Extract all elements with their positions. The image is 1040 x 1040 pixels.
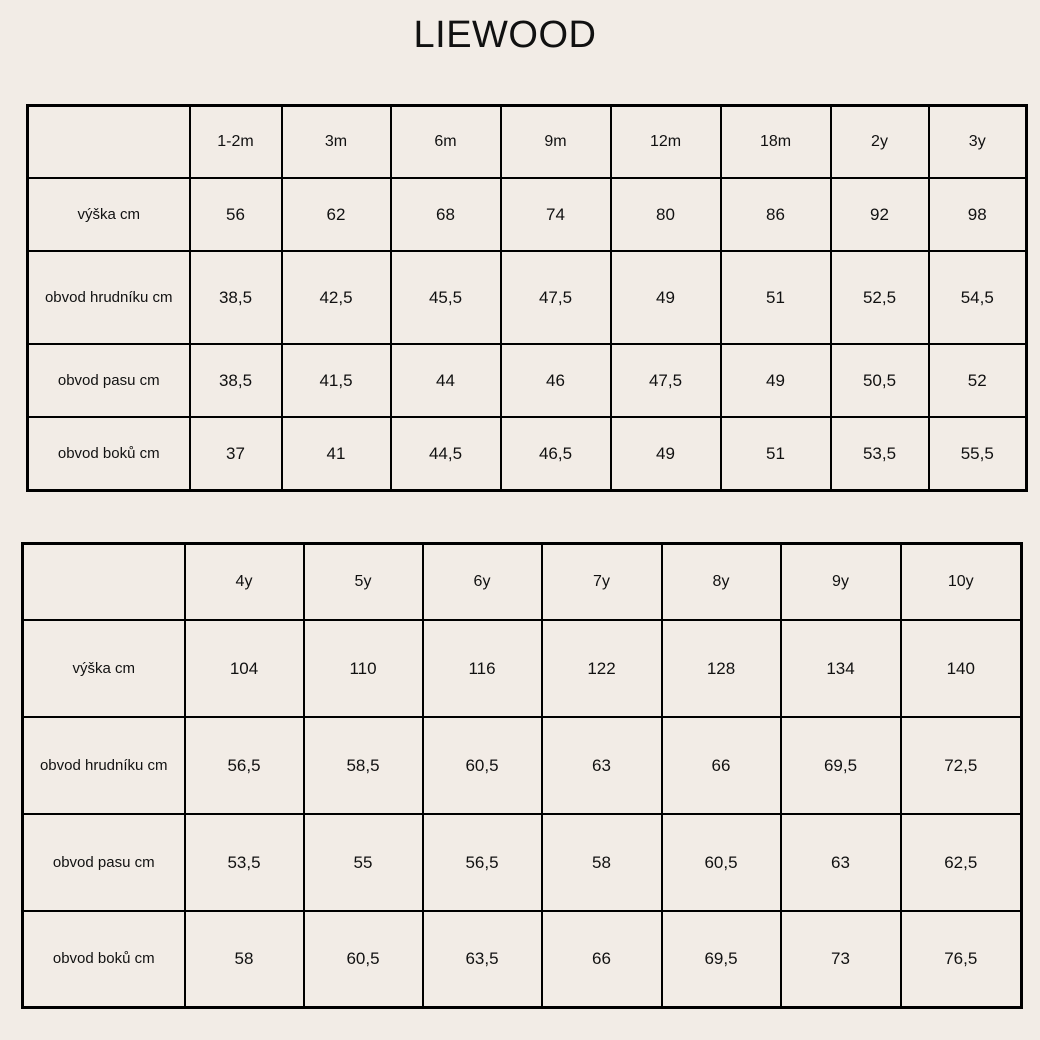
header-cell-size: 4y xyxy=(185,544,304,620)
header-cell-size: 6m xyxy=(391,106,501,178)
table-cell: 92 xyxy=(831,178,929,251)
table-cell: 116 xyxy=(423,620,542,717)
header-cell-empty xyxy=(28,106,190,178)
table-cell: 49 xyxy=(611,417,721,491)
header-cell-size: 18m xyxy=(721,106,831,178)
table-row-hips xyxy=(23,911,1022,1008)
table-cell: 62,5 xyxy=(901,814,1022,911)
header-cell-empty xyxy=(23,544,185,620)
table-cell: 60,5 xyxy=(304,911,423,1008)
header-cell-size: 1-2m xyxy=(190,106,282,178)
table-cell: 51 xyxy=(721,251,831,344)
header-cell-size: 9m xyxy=(501,106,611,178)
table-header-row xyxy=(28,106,1027,178)
header-cell-size: 3y xyxy=(929,106,1027,178)
row-label: obvod boků cm xyxy=(28,417,190,491)
table-cell: 55,5 xyxy=(929,417,1027,491)
table-cell: 55 xyxy=(304,814,423,911)
table-cell: 60,5 xyxy=(662,814,781,911)
header-cell-size: 12m xyxy=(611,106,721,178)
table-cell: 104 xyxy=(185,620,304,717)
table-cell: 80 xyxy=(611,178,721,251)
table-cell: 76,5 xyxy=(901,911,1022,1008)
table-cell: 63,5 xyxy=(423,911,542,1008)
table-row-chest xyxy=(23,717,1022,814)
table-cell: 42,5 xyxy=(282,251,391,344)
table-cell: 140 xyxy=(901,620,1022,717)
table-cell: 46,5 xyxy=(501,417,611,491)
table-cell: 50,5 xyxy=(831,344,929,417)
table-cell: 56 xyxy=(190,178,282,251)
table-row-height xyxy=(23,620,1022,717)
header-cell-size: 2y xyxy=(831,106,929,178)
table-cell: 44,5 xyxy=(391,417,501,491)
header-cell-size: 5y xyxy=(304,544,423,620)
table-cell: 110 xyxy=(304,620,423,717)
table-cell: 41,5 xyxy=(282,344,391,417)
table-cell: 51 xyxy=(721,417,831,491)
table-cell: 72,5 xyxy=(901,717,1022,814)
table-cell: 58 xyxy=(542,814,662,911)
table-row-height xyxy=(28,178,1027,251)
table-cell: 122 xyxy=(542,620,662,717)
row-label: obvod hrudníku cm xyxy=(23,717,185,814)
table-cell: 56,5 xyxy=(185,717,304,814)
table-cell: 52 xyxy=(929,344,1027,417)
brand-title: LIEWOOD xyxy=(413,14,597,56)
row-label: výška cm xyxy=(28,178,190,251)
table-cell: 52,5 xyxy=(831,251,929,344)
table-cell: 53,5 xyxy=(185,814,304,911)
table-cell: 128 xyxy=(662,620,781,717)
table-cell: 56,5 xyxy=(423,814,542,911)
row-label: obvod pasu cm xyxy=(23,814,185,911)
table-row-waist xyxy=(28,344,1027,417)
row-label: výška cm xyxy=(23,620,185,717)
table-cell: 134 xyxy=(781,620,901,717)
table-cell: 54,5 xyxy=(929,251,1027,344)
table-cell: 46 xyxy=(501,344,611,417)
header-cell-size: 8y xyxy=(662,544,781,620)
header-cell-size: 7y xyxy=(542,544,662,620)
table-cell: 44 xyxy=(391,344,501,417)
row-label: obvod pasu cm xyxy=(28,344,190,417)
table-cell: 47,5 xyxy=(501,251,611,344)
table-cell: 63 xyxy=(781,814,901,911)
table-cell: 47,5 xyxy=(611,344,721,417)
table-cell: 68 xyxy=(391,178,501,251)
table-cell: 98 xyxy=(929,178,1027,251)
table-cell: 66 xyxy=(662,717,781,814)
table-cell: 58,5 xyxy=(304,717,423,814)
row-label: obvod hrudníku cm xyxy=(28,251,190,344)
table-cell: 49 xyxy=(611,251,721,344)
table-cell: 69,5 xyxy=(662,911,781,1008)
table-cell: 53,5 xyxy=(831,417,929,491)
table-header-row xyxy=(23,544,1022,620)
table-row-hips xyxy=(28,417,1027,491)
table-cell: 60,5 xyxy=(423,717,542,814)
table-cell: 49 xyxy=(721,344,831,417)
table-cell: 63 xyxy=(542,717,662,814)
header-cell-size: 3m xyxy=(282,106,391,178)
table-cell: 86 xyxy=(721,178,831,251)
table-cell: 62 xyxy=(282,178,391,251)
header-cell-size: 9y xyxy=(781,544,901,620)
table-row-waist xyxy=(23,814,1022,911)
table-cell: 45,5 xyxy=(391,251,501,344)
table-row-chest xyxy=(28,251,1027,344)
header-cell-size: 10y xyxy=(901,544,1022,620)
table-cell: 38,5 xyxy=(190,344,282,417)
table-cell: 66 xyxy=(542,911,662,1008)
table-cell: 74 xyxy=(501,178,611,251)
table-cell: 41 xyxy=(282,417,391,491)
table-cell: 73 xyxy=(781,911,901,1008)
size-chart-table-infant xyxy=(26,104,1028,492)
header-cell-size: 6y xyxy=(423,544,542,620)
size-chart-table-kids xyxy=(21,542,1023,1009)
row-label: obvod boků cm xyxy=(23,911,185,1008)
table-cell: 37 xyxy=(190,417,282,491)
table-cell: 58 xyxy=(185,911,304,1008)
table-cell: 38,5 xyxy=(190,251,282,344)
table-cell: 69,5 xyxy=(781,717,901,814)
